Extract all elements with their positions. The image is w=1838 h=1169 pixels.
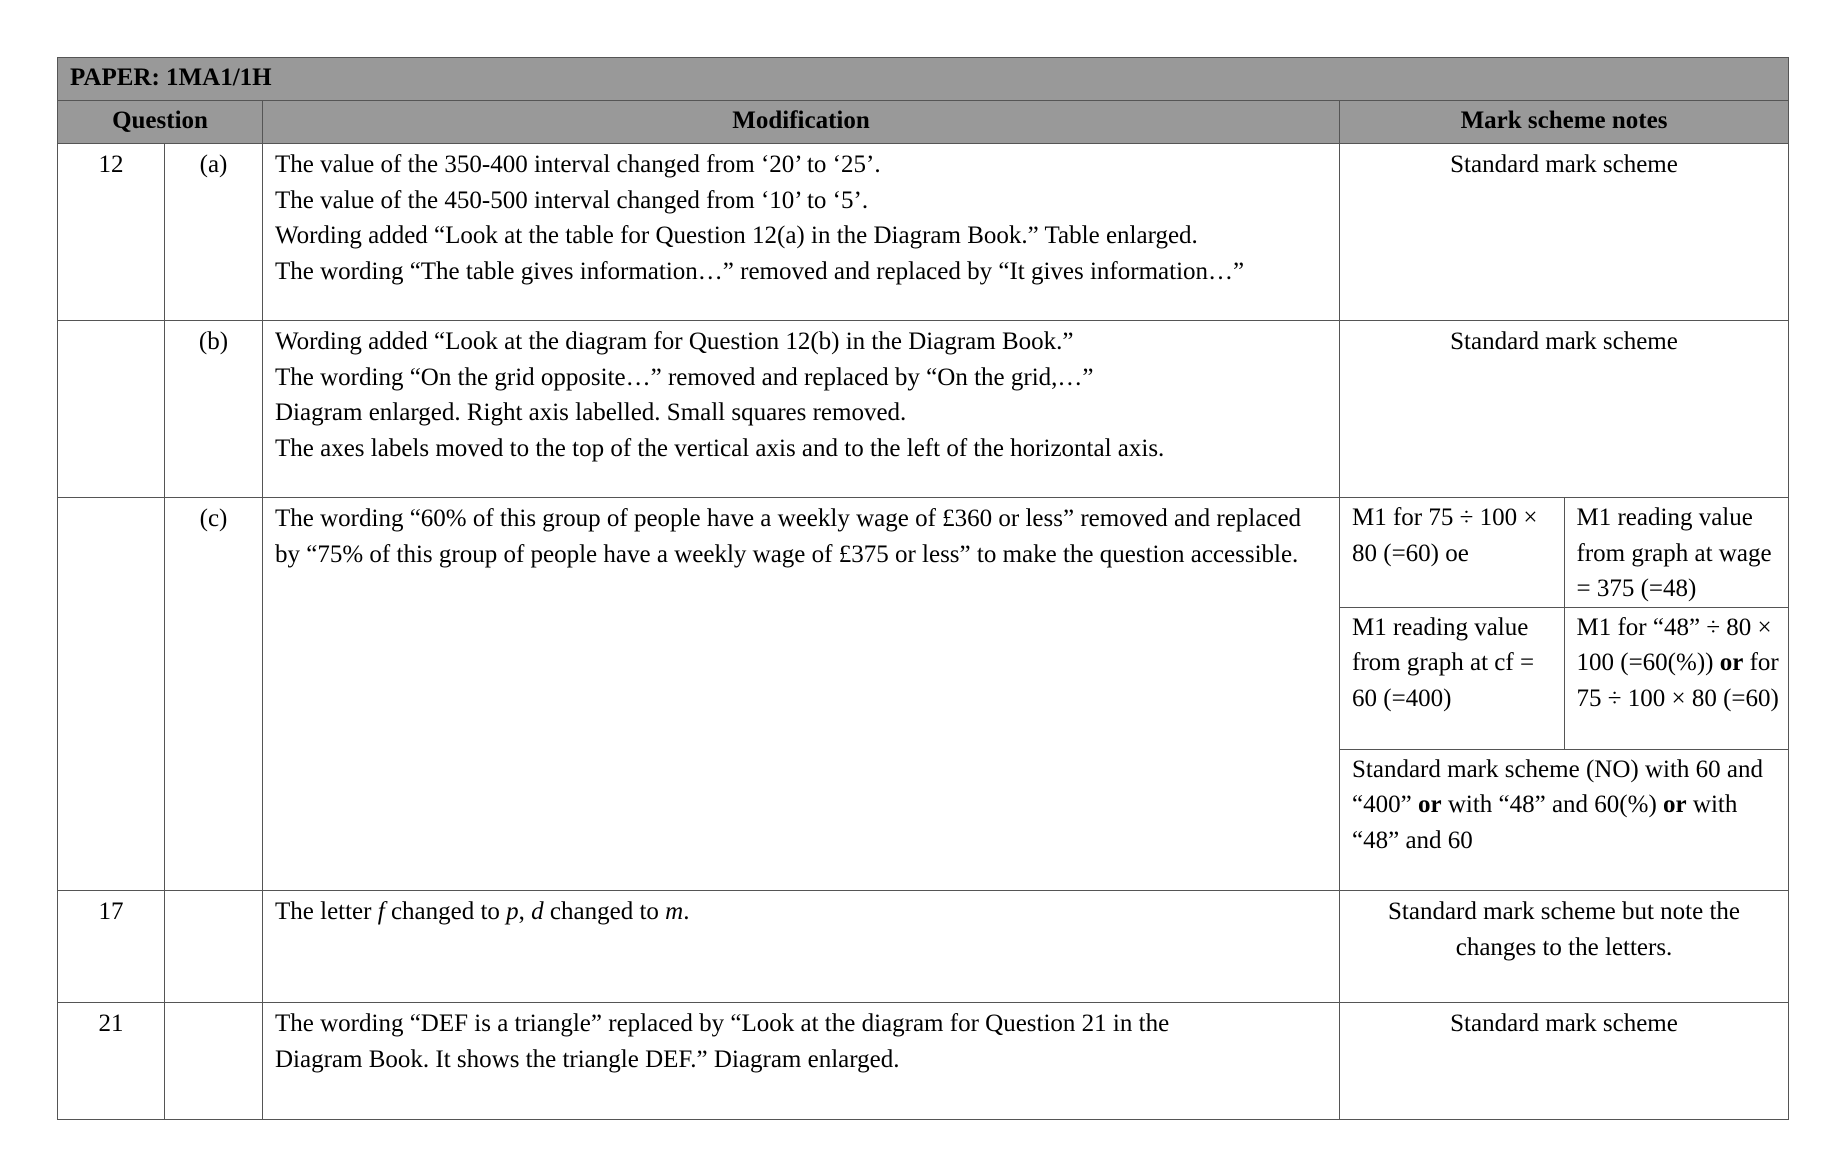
ms-text: with “48” and 60	[1352, 791, 1738, 854]
mark-scheme-grid	[1340, 498, 1789, 890]
modification-cell	[263, 891, 1340, 1003]
header-modification: Modification	[263, 101, 1340, 144]
modification-line: The wording “The table gives information…” removed and replaced by “It gives information…”	[275, 257, 1245, 285]
ms-text: Standard mark scheme (NO) with 60 and “400”	[1352, 755, 1763, 818]
letter-m: m	[665, 898, 684, 925]
ms-method-2-left: M1 reading value from graph at cf = 60 (=400)	[1340, 607, 1564, 749]
ms-method-2-right	[1564, 607, 1789, 749]
header-row	[58, 101, 1789, 144]
ms-text: with “48” and 60(%)	[1441, 791, 1664, 818]
ms-standard	[1340, 749, 1789, 890]
table-row-12a	[58, 144, 1789, 321]
modification-text: The wording “60% of this group of people have a weekly wage of £360 or less” removed and replaced by “75% of this group of people have a weekly wage of £375 or less” to make the question accessible.	[275, 505, 1302, 568]
header-question: Question	[58, 101, 263, 144]
mark-scheme-note: Standard mark scheme	[1340, 144, 1789, 321]
modification-line: The wording “On the grid opposite…” removed and replaced by “On the grid,…”	[275, 363, 1094, 391]
modification-cell	[263, 498, 1340, 891]
modification-line: Diagram Book. It shows the triangle DEF.” Diagram enlarged.	[275, 1045, 900, 1073]
modification-line: The value of the 450-500 interval changed from ‘10’ to ‘5’.	[275, 186, 869, 214]
modification-line: The value of the 350-400 interval changed from ‘20’ to ‘25’.	[275, 151, 881, 178]
table-row-12c	[58, 498, 1789, 891]
question-part	[165, 891, 263, 1003]
paper-title-row	[58, 58, 1789, 101]
question-number	[58, 498, 165, 891]
question-number: 17	[58, 891, 165, 1003]
ms-method-1-left: M1 for 75 ÷ 100 × 80 (=60) oe	[1340, 498, 1564, 607]
table-row-21	[58, 1003, 1789, 1120]
modification-cell	[263, 1003, 1340, 1120]
letter-f: f	[377, 898, 385, 925]
letter-p: p	[506, 898, 519, 925]
question-number: 12	[58, 144, 165, 321]
question-part: (b)	[165, 321, 263, 498]
letter-d: d	[531, 898, 544, 925]
header-mark-scheme-notes: Mark scheme notes	[1340, 101, 1789, 144]
ms-text: for 75 ÷ 100 × 80 (=60)	[1576, 649, 1779, 712]
ms-method-1-right: M1 reading value from graph at wage = 375 (=48)	[1564, 498, 1789, 607]
modification-cell	[263, 144, 1340, 321]
table-row-12b	[58, 321, 1789, 498]
question-part: (c)	[165, 498, 263, 891]
mod-text: changed to	[543, 898, 666, 925]
modification-line: The wording “DEF is a triangle” replaced by “Look at the diagram for Question 21 in the	[275, 1010, 1170, 1037]
question-number: 21	[58, 1003, 165, 1120]
modification-table	[57, 57, 1789, 1120]
ms-or: or	[1663, 791, 1687, 818]
ms-or: or	[1719, 649, 1744, 676]
modification-line: The axes labels moved to the top of the vertical axis and to the left of the horizontal axis.	[275, 434, 1165, 462]
modification-line: Diagram enlarged. Right axis labelled. Small squares removed.	[275, 399, 907, 426]
modification-line: Wording added “Look at the table for Question 12(a) in the Diagram Book.” Table enlarged.	[275, 222, 1198, 249]
mod-text: .	[683, 898, 690, 925]
modification-table-container	[57, 57, 1788, 1120]
question-number	[58, 321, 165, 498]
mark-scheme-note: Standard mark scheme but note the changes to the letters.	[1340, 891, 1789, 1003]
mark-scheme-note: Standard mark scheme	[1340, 321, 1789, 498]
mod-text: The letter	[275, 898, 378, 925]
question-part: (a)	[165, 144, 263, 321]
modification-cell	[263, 321, 1340, 498]
table-row-17	[58, 891, 1789, 1003]
mark-scheme-breakdown	[1340, 498, 1789, 891]
mod-text: changed to	[384, 898, 507, 925]
paper-title: PAPER: 1MA1/1H	[58, 58, 1789, 101]
ms-text: M1 for “48” ÷ 80 × 100 (=60(%))	[1576, 613, 1772, 676]
question-part	[165, 1003, 263, 1120]
modification-line: Wording added “Look at the diagram for Question 12(b) in the Diagram Book.”	[275, 328, 1074, 355]
mark-scheme-note: Standard mark scheme	[1340, 1003, 1789, 1120]
ms-or: or	[1417, 791, 1442, 818]
mod-text: ,	[518, 898, 532, 925]
